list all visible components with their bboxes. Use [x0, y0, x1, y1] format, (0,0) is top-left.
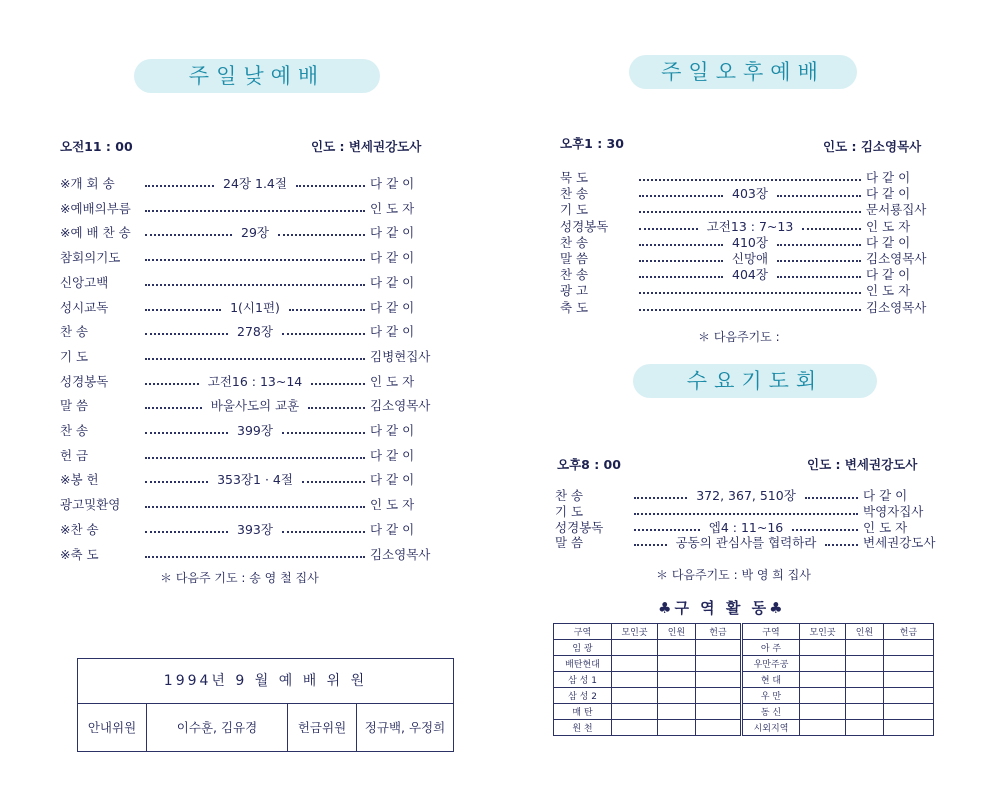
order-item — [60, 248, 440, 266]
empty-cell — [846, 720, 884, 736]
dot-leader — [639, 309, 861, 311]
empty-cell — [658, 720, 696, 736]
table-row — [554, 640, 934, 656]
empty-cell — [658, 640, 696, 656]
dot-leader — [282, 333, 365, 335]
dot-leader — [145, 481, 208, 483]
dot-leader — [311, 383, 365, 385]
dot-leader — [639, 292, 861, 294]
order-item-label: 신앙고백 — [60, 274, 109, 290]
worship-staff-title: 1994년 9 월 예 배 위 원 — [78, 659, 453, 704]
order-item-detail: 278장 — [237, 324, 273, 340]
empty-cell — [658, 672, 696, 688]
dot-leader — [282, 531, 365, 533]
order-item-label: ※예 배 찬 송 — [60, 225, 131, 241]
worship-staff-box — [77, 658, 454, 752]
dot-leader — [145, 309, 221, 311]
order-item-person: 다 같 이 — [370, 250, 415, 266]
dot-leader — [302, 481, 365, 483]
order-item-person: 변세권강도사 — [863, 535, 936, 551]
empty-cell — [612, 720, 658, 736]
empty-cell — [612, 704, 658, 720]
empty-cell — [612, 672, 658, 688]
dot-leader — [296, 185, 365, 187]
empty-cell — [846, 688, 884, 704]
order-item — [560, 298, 936, 316]
order-item-label: 성경봉독 — [560, 218, 609, 234]
afternoon-next-prayer: ＊ 다음주기도 : — [698, 330, 780, 344]
order-item-person: 김소영목사 — [370, 546, 431, 562]
dot-leader — [639, 211, 861, 213]
order-item — [60, 545, 440, 563]
table-row — [554, 720, 934, 736]
order-item-label: 찬 송 — [60, 324, 89, 340]
dot-leader — [777, 195, 861, 197]
table-row — [554, 704, 934, 720]
afternoon-service-title: 주일오후예배 — [629, 55, 857, 89]
empty-cell — [846, 656, 884, 672]
order-item-person: 김소영목사 — [370, 398, 431, 414]
dot-leader — [145, 333, 228, 335]
usher-names: 이수훈, 김유경 — [176, 720, 258, 735]
offering-names: 정규백, 우정희 — [364, 720, 446, 735]
table-row — [554, 672, 934, 688]
district-title-row — [658, 597, 786, 618]
table-row — [554, 656, 934, 672]
order-item-label: 성시교독 — [60, 299, 109, 315]
order-item — [60, 298, 440, 316]
order-item-person: 다 같 이 — [370, 472, 415, 488]
order-item — [60, 495, 440, 513]
empty-cell — [884, 640, 934, 656]
dot-leader — [639, 195, 723, 197]
order-item-label: ※예배의부름 — [60, 200, 131, 216]
district-name: 우만주공 — [742, 656, 800, 672]
order-item-label: 광 고 — [560, 283, 589, 299]
dot-leader — [634, 529, 700, 531]
dot-leader — [289, 309, 365, 311]
dot-leader — [145, 407, 202, 409]
order-item-detail: 고전13 : 7~13 — [706, 218, 794, 234]
order-item-label: 말 씀 — [555, 535, 584, 551]
order-item-label: 성경봉독 — [555, 519, 604, 535]
club-icon: ♣ — [658, 599, 675, 617]
order-item-detail: 1(시1편) — [230, 299, 280, 315]
district-activity-table — [553, 623, 934, 736]
dot-leader — [777, 260, 861, 262]
order-item — [60, 372, 440, 390]
order-item-detail: 24장 1.4절 — [223, 176, 287, 191]
order-item-person: 다 같 이 — [370, 225, 415, 241]
order-item-person: 다 같 이 — [863, 488, 908, 503]
order-item — [60, 520, 440, 538]
order-item-person: 다 같 이 — [370, 299, 415, 315]
order-item-label: 말 씀 — [560, 251, 589, 266]
district-name: 임 광 — [554, 640, 612, 656]
order-item-person: 다 같 이 — [370, 423, 415, 438]
district-name: 현 대 — [742, 672, 800, 688]
dot-leader — [145, 457, 365, 459]
empty-cell — [612, 640, 658, 656]
order-item-label: 기 도 — [60, 348, 89, 364]
empty-cell — [884, 720, 934, 736]
order-item-person: 인 도 자 — [863, 519, 908, 535]
morning-next-prayer: ＊ 다음주 기도 : 송 영 철 집사 — [160, 571, 319, 585]
order-item — [60, 421, 440, 439]
dot-leader — [145, 383, 199, 385]
order-item-detail: 403장 — [732, 186, 768, 202]
order-item-detail: 393장 — [237, 521, 273, 537]
empty-cell — [658, 704, 696, 720]
dot-leader — [634, 513, 858, 515]
dot-leader — [792, 529, 858, 531]
usher-label: 안내위원 — [87, 720, 137, 735]
order-item-label: 찬 송 — [560, 234, 589, 250]
order-item-label: 찬 송 — [60, 423, 89, 438]
empty-cell — [884, 688, 934, 704]
empty-cell — [800, 640, 846, 656]
district-header-cell: 인원 — [658, 624, 696, 640]
order-item-detail: 372, 367, 510장 — [696, 488, 796, 503]
order-item-person: 다 같 이 — [866, 267, 911, 283]
order-item-detail: 29장 — [241, 225, 269, 241]
order-item-person: 인 도 자 — [866, 218, 911, 234]
order-item-label: 참회의기도 — [60, 250, 121, 266]
order-item-person: 다 같 이 — [370, 324, 415, 340]
dot-leader — [634, 497, 687, 499]
order-item-person: 김소영목사 — [866, 251, 927, 266]
empty-cell — [846, 704, 884, 720]
order-item — [60, 446, 440, 464]
empty-cell — [800, 672, 846, 688]
order-item-person: 박영자집사 — [863, 503, 924, 519]
dot-leader — [639, 244, 723, 246]
order-item-detail: 399장 — [237, 423, 273, 438]
dot-leader — [145, 556, 365, 558]
order-item-detail: 엡4 : 11~16 — [708, 519, 784, 535]
order-item-label: 말 씀 — [60, 398, 89, 414]
district-header-cell: 구역 — [742, 624, 800, 640]
order-item-label: ※개 회 송 — [60, 176, 115, 191]
district-name: 삼 성 1 — [554, 672, 612, 688]
dot-leader — [777, 244, 861, 246]
empty-cell — [846, 640, 884, 656]
order-item — [60, 470, 440, 488]
order-item-label: 축 도 — [560, 299, 589, 315]
empty-cell — [884, 656, 934, 672]
empty-cell — [696, 672, 742, 688]
empty-cell — [800, 720, 846, 736]
district-name: 동 신 — [742, 704, 800, 720]
district-name: 아 주 — [742, 640, 800, 656]
dot-leader — [145, 432, 228, 434]
empty-cell — [800, 656, 846, 672]
order-item-person: 인 도 자 — [370, 497, 415, 513]
wednesday-next-prayer: ＊ 다음주기도 : 박 영 희 집사 — [656, 568, 811, 582]
order-item — [60, 223, 440, 241]
order-item-label: 기 도 — [555, 503, 584, 519]
order-item-detail: 353장1 · 4절 — [217, 472, 293, 488]
order-item-detail: 신망애 — [731, 251, 769, 266]
district-name: 삼 성 2 — [554, 688, 612, 704]
empty-cell — [800, 704, 846, 720]
dot-leader — [639, 260, 723, 262]
dot-leader — [145, 185, 214, 187]
dot-leader — [802, 228, 861, 230]
order-item — [60, 174, 440, 192]
order-item — [60, 199, 440, 217]
order-item-person: 다 같 이 — [370, 274, 415, 290]
order-item-person: 다 같 이 — [866, 186, 911, 202]
order-item-label: 성경봉독 — [60, 373, 109, 389]
empty-cell — [696, 656, 742, 672]
order-item-detail: 공동의 관심사를 협력하라 — [675, 535, 817, 551]
dot-leader — [145, 259, 365, 261]
dot-leader — [278, 234, 365, 236]
district-name: 우 만 — [742, 688, 800, 704]
order-item-detail: 404장 — [732, 267, 768, 283]
empty-cell — [612, 688, 658, 704]
empty-cell — [658, 688, 696, 704]
order-item-person: 김병현집사 — [370, 348, 431, 364]
dot-leader — [145, 506, 365, 508]
order-item-label: 찬 송 — [555, 488, 584, 503]
order-item-person: 다 같 이 — [370, 176, 415, 191]
order-item-person: 다 같 이 — [866, 170, 911, 185]
order-item-person: 문서룡집사 — [866, 202, 927, 218]
order-item-label: 광고및환영 — [60, 497, 121, 513]
district-name: 시외지역 — [742, 720, 800, 736]
district-header-cell: 모인곳 — [800, 624, 846, 640]
order-item — [60, 347, 440, 365]
club-icon: ♣ — [769, 599, 786, 617]
empty-cell — [696, 640, 742, 656]
dot-leader — [282, 432, 365, 434]
morning-service-title: 주일낮예배 — [134, 59, 380, 93]
dot-leader — [639, 276, 723, 278]
empty-cell — [658, 656, 696, 672]
order-item-label: 헌 금 — [60, 447, 89, 463]
order-item-detail: 바울사도의 교훈 — [210, 398, 300, 414]
order-item-person: 다 같 이 — [370, 447, 415, 463]
district-name: 배탄현대 — [554, 656, 612, 672]
dot-leader — [777, 276, 861, 278]
wednesday-service-title: 수요기도회 — [633, 364, 877, 398]
dot-leader — [145, 284, 365, 286]
dot-leader — [805, 497, 858, 499]
order-item-person: 김소영목사 — [866, 299, 927, 315]
dot-leader — [145, 210, 365, 212]
district-header-cell: 헌금 — [696, 624, 742, 640]
dot-leader — [639, 179, 861, 181]
order-item-label: 묵 도 — [560, 170, 589, 185]
empty-cell — [800, 688, 846, 704]
dot-leader — [634, 544, 667, 546]
dot-leader — [308, 407, 365, 409]
order-item-person: 다 같 이 — [370, 521, 415, 537]
order-item-person: 인 도 자 — [370, 200, 415, 216]
dot-leader — [145, 234, 232, 236]
district-name: 원 천 — [554, 720, 612, 736]
afternoon-time: 오후1 : 30 — [560, 136, 624, 151]
empty-cell — [612, 656, 658, 672]
empty-cell — [696, 720, 742, 736]
offering-label: 헌금위원 — [297, 720, 347, 735]
order-item-label: ※봉 헌 — [60, 472, 99, 488]
morning-leader: 인도 : 변세권강도사 — [311, 139, 422, 154]
dot-leader — [145, 358, 365, 360]
morning-time: 오전11 : 00 — [60, 139, 133, 154]
order-item-person: 다 같 이 — [866, 234, 911, 250]
district-title: 구 역 활 동 — [674, 599, 770, 617]
wednesday-time: 오후8 : 00 — [557, 457, 621, 472]
order-item — [60, 396, 440, 414]
wednesday-leader: 인도 : 변세권강도사 — [807, 457, 918, 472]
empty-cell — [696, 704, 742, 720]
table-row — [554, 688, 934, 704]
order-item-label: ※축 도 — [60, 546, 99, 562]
dot-leader — [639, 228, 698, 230]
order-item-label: 찬 송 — [560, 267, 589, 283]
dot-leader — [825, 544, 858, 546]
order-item-person: 인 도 자 — [370, 373, 415, 389]
order-item — [60, 322, 440, 340]
dot-leader — [145, 531, 228, 533]
district-name: 매 탄 — [554, 704, 612, 720]
district-header-cell: 구역 — [554, 624, 612, 640]
order-item-label: ※찬 송 — [60, 521, 99, 537]
afternoon-leader: 인도 : 김소영목사 — [823, 139, 922, 154]
empty-cell — [884, 672, 934, 688]
order-item — [555, 533, 936, 551]
district-header-cell: 인원 — [846, 624, 884, 640]
order-item-label: 찬 송 — [560, 186, 589, 202]
order-item — [60, 273, 440, 291]
order-item-detail: 고전16 : 13~14 — [207, 373, 303, 389]
order-item-detail: 410장 — [732, 234, 768, 250]
district-header-cell: 헌금 — [884, 624, 934, 640]
empty-cell — [846, 672, 884, 688]
empty-cell — [884, 704, 934, 720]
order-item-label: 기 도 — [560, 202, 589, 218]
order-item-person: 인 도 자 — [866, 283, 911, 299]
district-header-cell: 모인곳 — [612, 624, 658, 640]
empty-cell — [696, 688, 742, 704]
